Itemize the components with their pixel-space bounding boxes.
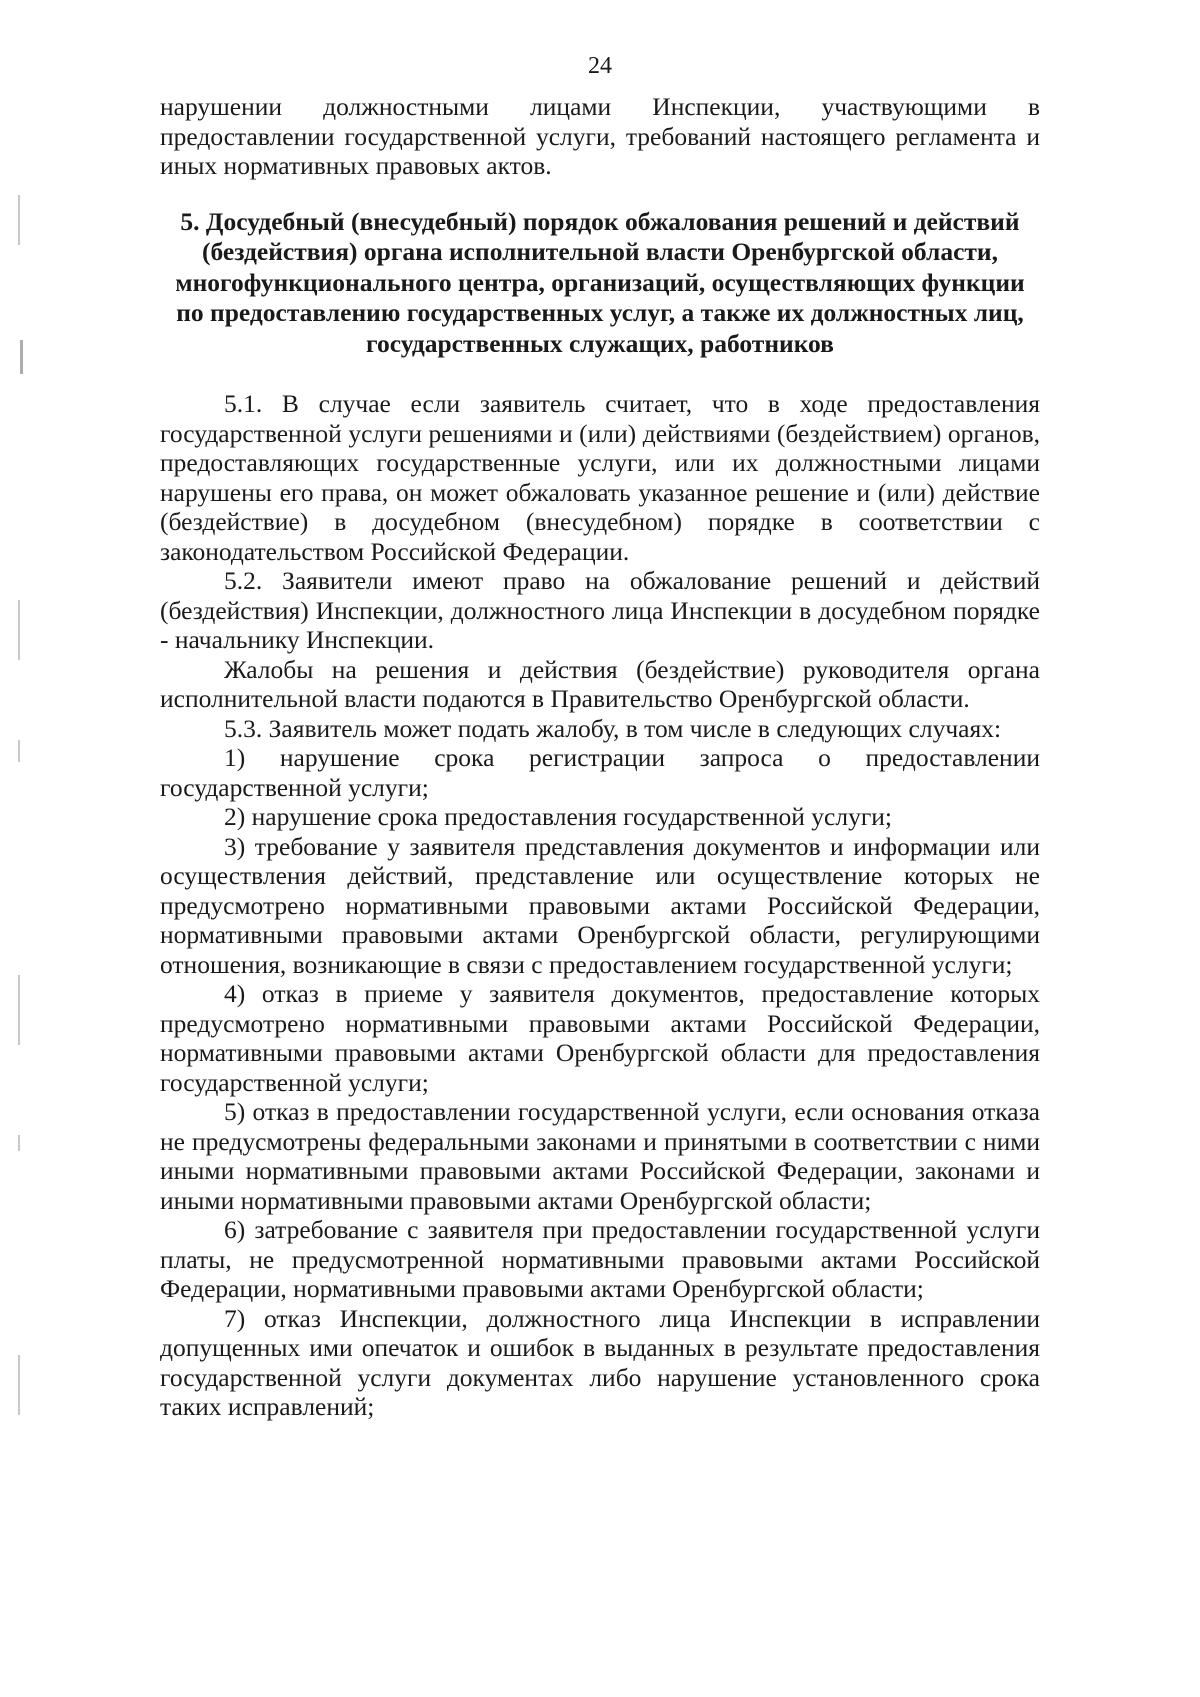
page-number: 24 [588, 53, 612, 79]
paragraph-5-2: 5.2. Заявители имеют право на обжалование решений и действий (бездействия) Инспекции, должностного лица Инспекции в досудебном порядке - начальнику Инспекции. [160, 566, 1040, 654]
paragraph-5-3: 5.3. Заявитель может подать жалобу, в том числе в следующих случаях: [224, 713, 1002, 743]
paragraph-5-1: 5.1. В случае если заявитель считает, что в ходе предоставления государственной услуги решениями и (или) действиями (бездействием) органов, предоставляющих государственные услуги, или их должностными лицами нарушены его права, он может обжаловать указанное решение и (или) действие (бездействие) в досудебном (внесудебном) порядке в соответствии с законодательством Российской Федерации. [160, 389, 1040, 566]
scan-artifact [18, 1135, 20, 1151]
list-item-5: 5) отказ в предоставлении государственной услуги, если основания отказа не предусмотрены федеральными законами и принятыми в соответствии с ними иными нормативными правовыми актами Российской Федерации, законами и иными нормативными правовыми актами Оренбургской области; [160, 1097, 1040, 1215]
list-item-3: 3) требование у заявителя представления документов и информации или осуществления действий, представление или осуществление которых не предусмотрено нормативными правовыми актами Российской Федерации, нормативными правовыми актами Оренбургской области, регулирующими отношения, возникающие в связи с предоставлением государственной услуги; [160, 831, 1040, 979]
list-item-2: 2) нарушение срока предоставления государственной услуги; [224, 802, 893, 831]
list-item-1: 1) нарушение срока регистрации запроса о предоставлении государственной услуги; [160, 743, 1040, 802]
paragraph-complaints-head: Жалобы на решения и действия (бездействие) руководителя органа исполнительной власти подаются в Правительство Оренбургской области. [160, 654, 1040, 713]
scan-artifact [18, 195, 20, 245]
list-item-7: 7) отказ Инспекции, должностного лица Инспекции в исправлении допущенных ими опечаток и ошибок в выданных в результате предоставления государственной услуги документах либо нарушение установленного срока таких исправлений; [160, 1303, 1040, 1421]
list-item-6: 6) затребование с заявителя при предоставлении государственной услуги платы, не предусмотренной нормативными правовыми актами Российской Федерации, нормативными правовыми актами Оренбургской области; [160, 1215, 1040, 1303]
scan-artifact [20, 340, 23, 374]
list-item-4: 4) отказ в приеме у заявителя документов, предоставление которых предусмотрено нормативными правовыми актами Российской Федерации, нормативными правовыми актами Оренбургской области для предоставления государственной услуги; [160, 979, 1040, 1097]
document-body [160, 92, 1040, 1422]
scan-artifact [18, 740, 20, 762]
scan-artifact [18, 600, 20, 660]
scan-artifact [18, 975, 20, 1045]
scan-artifact [18, 1355, 20, 1415]
intro-paragraph: нарушении должностными лицами Инспекции, участвующими в предоставлении государственной услуги, требований настоящего регламента и иных нормативных правовых актов. [160, 92, 1040, 180]
section-heading: 5. Досудебный (внесудебный) порядок обжалования решений и действий (бездействия) органа исполнительной власти Оренбургской области, многофункционального центра, организаций, осуществляющих функции по предоставлению государственных услуг, а также их должностных лиц, государственных служащих, работников [175, 206, 1025, 358]
